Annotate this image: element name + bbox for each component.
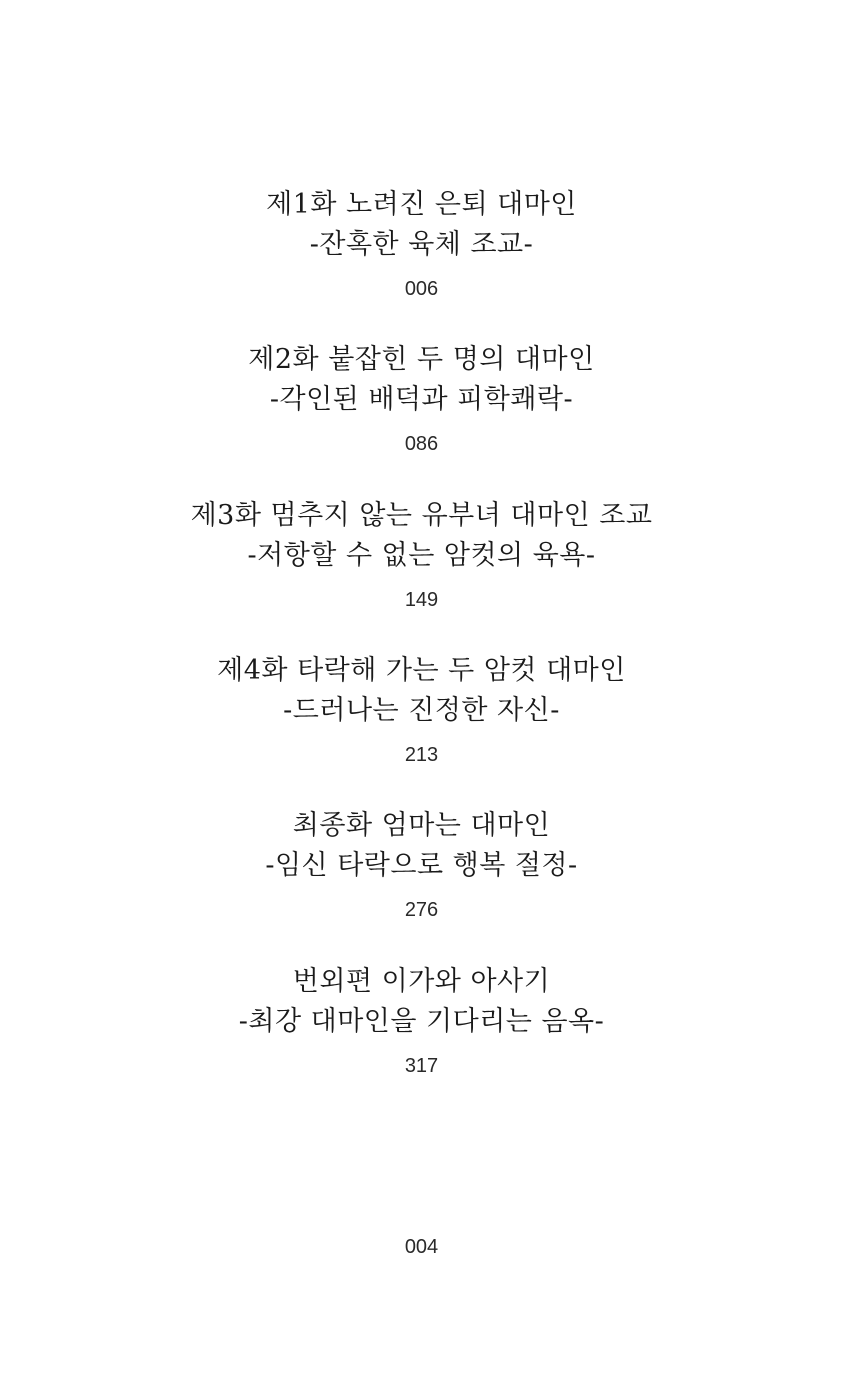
chapter-title: 제1화 노려진 은퇴 대마인 [266,189,577,220]
toc-entry [0,962,843,1080]
chapter-subtitle: -드러나는 진정한 자신- [283,695,560,726]
chapter-page-number: 086 [404,433,439,455]
chapter-page-number: 006 [404,278,439,300]
toc-entry [0,651,843,769]
chapter-page-number: 213 [404,744,439,766]
chapter-title: 번외편 이가와 아사기 [292,966,551,997]
chapter-page-number: 317 [404,1055,439,1077]
toc-entry [0,185,843,303]
chapter-page-number: 149 [404,589,439,611]
chapter-subtitle: -최강 대마인을 기다리는 음옥- [238,1006,605,1037]
chapter-subtitle: -각인된 배덕과 피학쾌락- [269,384,574,415]
toc-entry [0,496,843,614]
chapter-title: 제2화 붙잡힌 두 명의 대마인 [248,344,595,375]
page-folio-number: 004 [404,1236,439,1258]
chapter-subtitle: -저항할 수 없는 암컷의 육욕- [247,540,596,571]
toc-entry [0,340,843,458]
toc-entry [0,806,843,924]
chapter-title: 제4화 타락해 가는 두 암컷 대마인 [217,655,626,686]
chapter-page-number: 276 [404,899,439,921]
chapter-subtitle: -임신 타락으로 행복 절정- [265,850,578,881]
chapter-title: 최종화 엄마는 대마인 [292,810,551,841]
chapter-subtitle: -잔혹한 육체 조교- [309,229,534,260]
chapter-title: 제3화 멈추지 않는 유부녀 대마인 조교 [190,500,653,531]
